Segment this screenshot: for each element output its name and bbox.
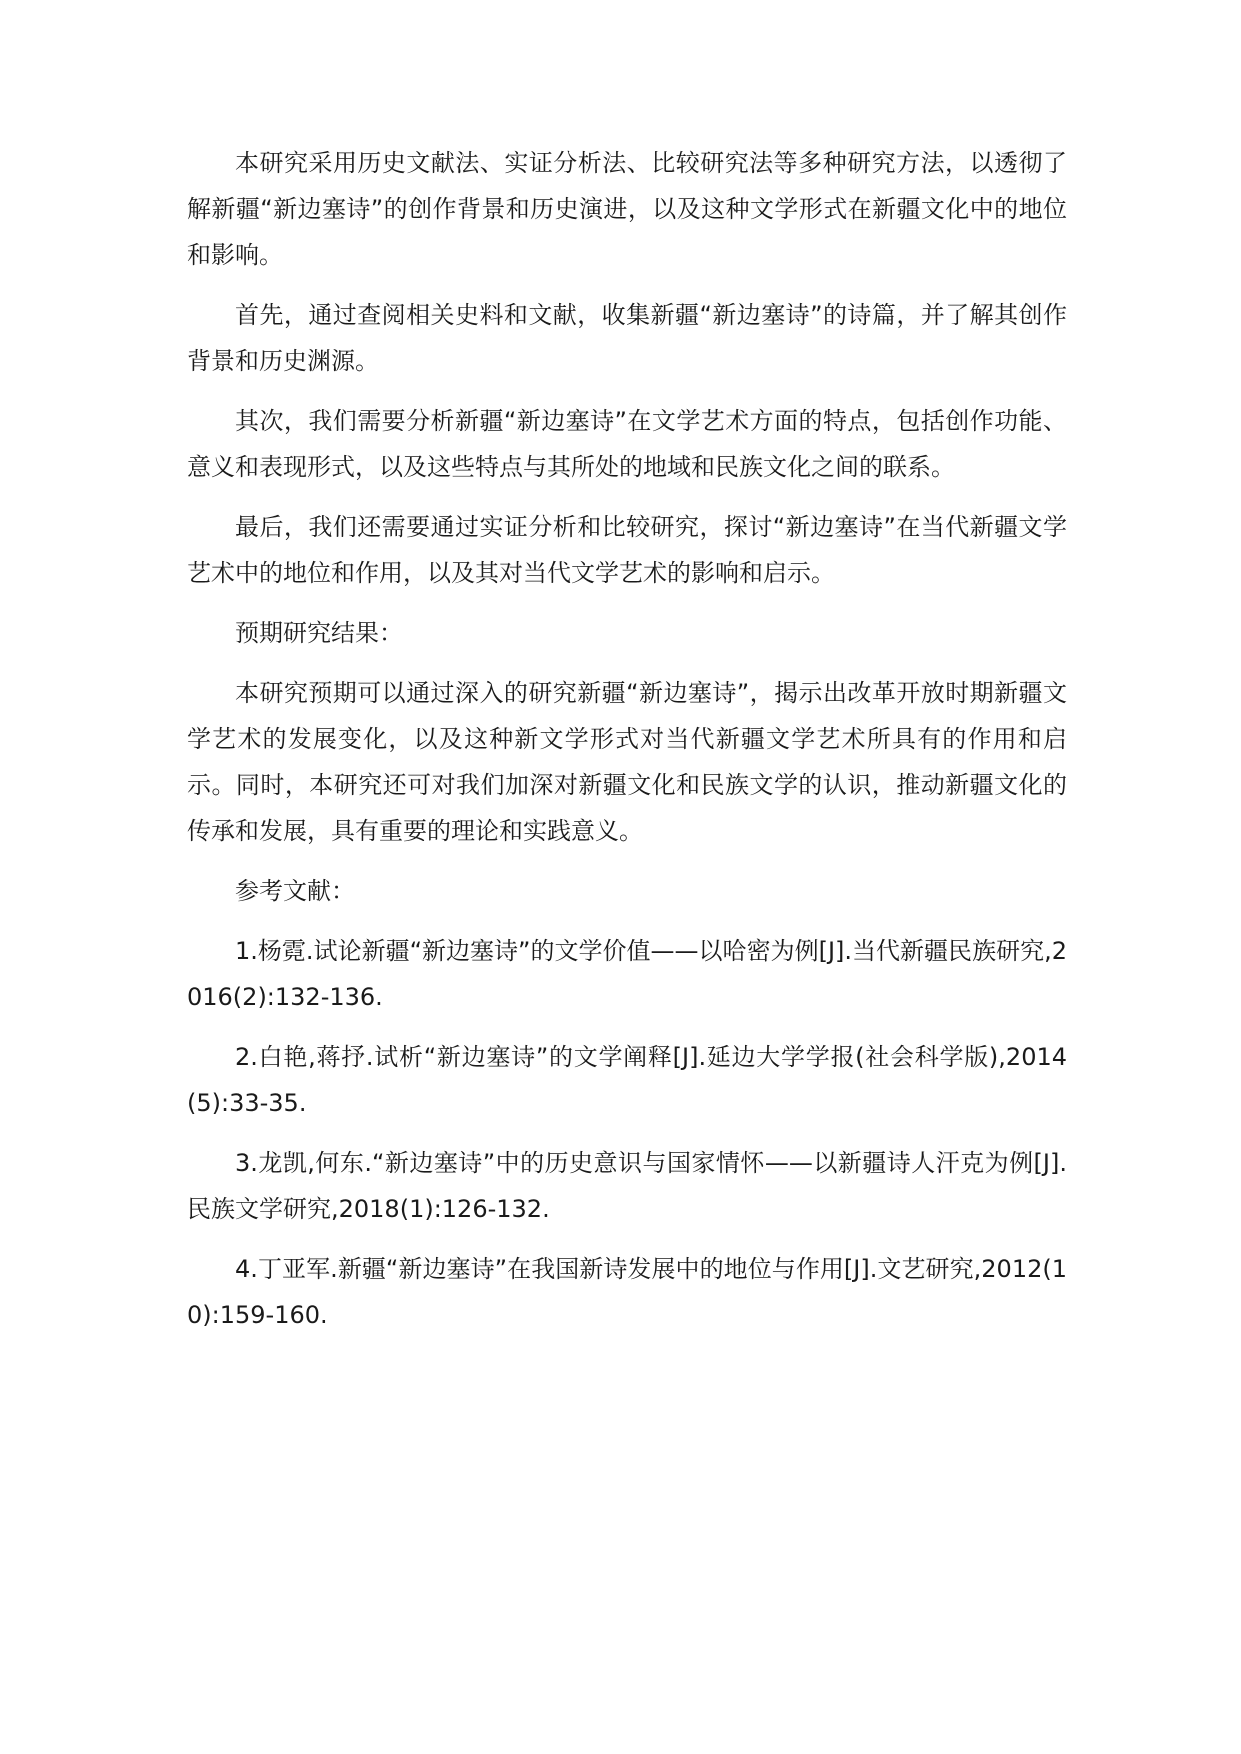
paragraph-methods: 本研究采用历史文献法、实证分析法、比较研究法等多种研究方法，以透彻了解新疆“新边塞诗”的创作背景和历史演进，以及这种文学形式在新疆文化中的地位和影响。 [187, 149, 1067, 269]
document-page [187, 140, 1067, 1352]
paragraph-first: 首先，通过查阅相关史料和文献，收集新疆“新边塞诗”的诗篇，并了解其创作背景和历史渊源。 [187, 301, 1067, 375]
reference-item: 4.丁亚军.新疆“新边塞诗”在我国新诗发展中的地位与作用[J].文艺研究,2012(10):159-160. [187, 1255, 1067, 1329]
paragraph-last: 最后，我们还需要通过实证分析和比较研究，探讨“新边塞诗”在当代新疆文学艺术中的地位和作用，以及其对当代文学艺术的影响和启示。 [187, 513, 1067, 587]
references-heading: 参考文献： [235, 877, 355, 905]
references-list [187, 928, 1067, 1338]
expected-results-text: 本研究预期可以通过深入的研究新疆“新边塞诗”，揭示出改革开放时期新疆文学艺术的发展变化，以及这种新文学形式对当代新疆文学艺术所具有的作用和启示。同时，本研究还可对我们加深对新疆文化和民族文学的认识，推动新疆文化的传承和发展，具有重要的理论和实践意义。 [187, 679, 1067, 845]
reference-item: 2.白艳,蒋抒.试析“新边塞诗”的文学阐释[J].延边大学学报(社会科学版),2014(5):33-35. [187, 1043, 1067, 1117]
reference-item: 3.龙凯,何东.“新边塞诗”中的历史意识与国家情怀——以新疆诗人汗克为例[J].民族文学研究,2018(1):126-132. [187, 1149, 1067, 1223]
reference-item: 1.杨霓.试论新疆“新边塞诗”的文学价值——以哈密为例[J].当代新疆民族研究,2016(2):132-136. [187, 937, 1067, 1011]
expected-results-heading: 预期研究结果： [235, 619, 403, 647]
paragraph-second: 其次，我们需要分析新疆“新边塞诗”在文学艺术方面的特点，包括创作功能、意义和表现形式，以及这些特点与其所处的地域和民族文化之间的联系。 [187, 407, 1067, 481]
